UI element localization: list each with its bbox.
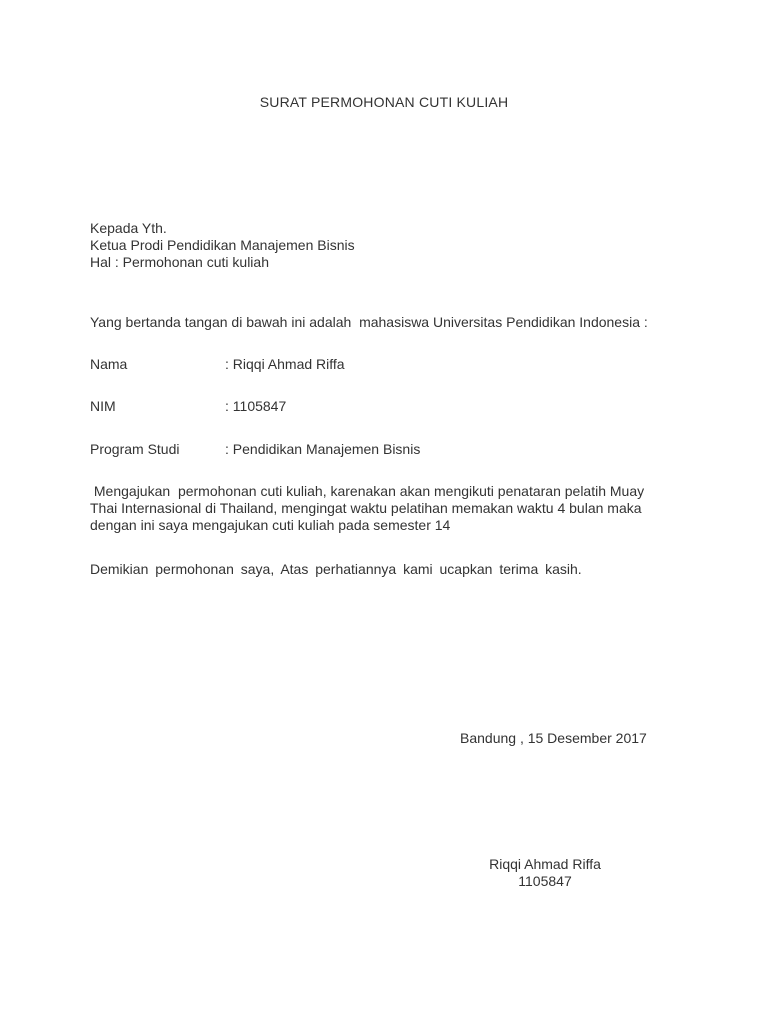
- field-row-program-studi: [90, 441, 690, 458]
- signature-id: 1105847: [518, 873, 572, 889]
- place-and-date: Bandung , 15 Desember 2017: [460, 730, 647, 746]
- field-value-nim: : 1105847: [225, 398, 287, 414]
- letter-title: SURAT PERMOHONAN CUTI KULIAH: [259, 94, 509, 110]
- field-row-nim: [90, 398, 690, 415]
- body-line-1: Mengajukan permohonan cuti kuliah, karenakan akan mengikuti penataran pelatih Muay: [90, 483, 645, 499]
- field-row-nama: [90, 356, 690, 373]
- addressee-block: [90, 220, 690, 271]
- addressee-subject: Hal : Permohonan cuti kuliah: [90, 254, 269, 270]
- field-label-program-studi: Program Studi: [90, 441, 180, 457]
- body-line-3: dengan ini saya mengajukan cuti kuliah pada semester 14: [90, 517, 451, 533]
- field-label-nama: Nama: [90, 356, 128, 372]
- field-value-program-studi: : Pendidikan Manajemen Bisnis: [225, 441, 421, 457]
- signature-block: [470, 856, 620, 890]
- closing-paragraph: Demikian permohonan saya, Atas perhatiannya kami ucapkan terima kasih.: [90, 561, 582, 577]
- addressee-greeting: Kepada Yth.: [90, 220, 167, 236]
- field-value-nama: : Riqqi Ahmad Riffa: [225, 356, 345, 372]
- body-paragraph: [90, 483, 680, 534]
- body-line-2: Thai Internasional di Thailand, mengingat waktu pelatihan memakan waktu 4 bulan maka: [90, 500, 642, 516]
- addressee-recipient: Ketua Prodi Pendidikan Manajemen Bisnis: [90, 237, 355, 253]
- intro-paragraph: Yang bertanda tangan di bawah ini adalah mahasiswa Universitas Pendidikan Indonesia :: [90, 314, 648, 330]
- signature-name: Riqqi Ahmad Riffa: [489, 856, 601, 872]
- field-label-nim: NIM: [90, 398, 116, 414]
